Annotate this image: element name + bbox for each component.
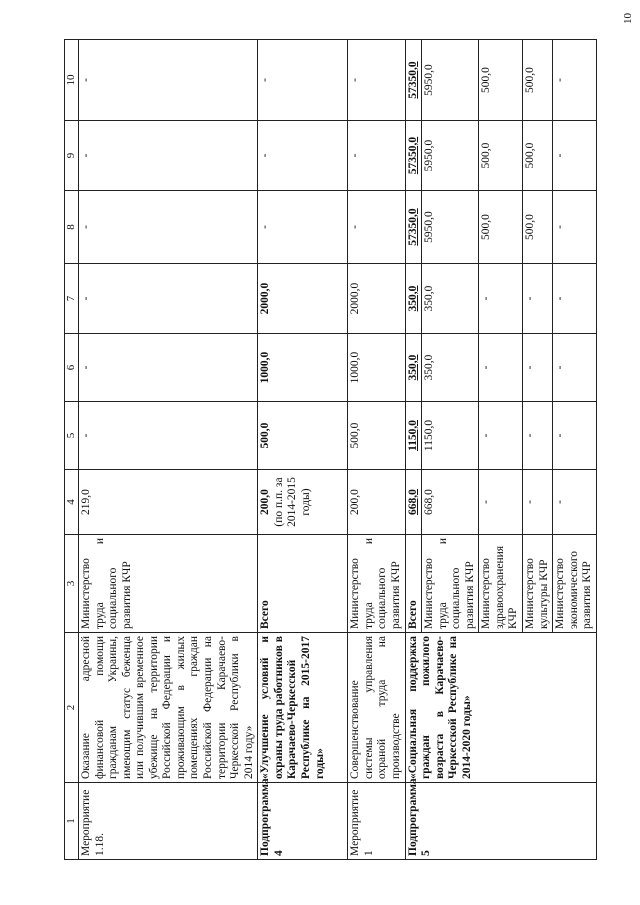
row-description: Совершенствование системы управления охраной труда на производстве — [348, 633, 405, 783]
value-cell: - — [479, 334, 523, 402]
value-cell: 1000,0 — [258, 334, 348, 402]
page-number: 10 — [622, 13, 634, 24]
value-cell: 500,0 — [523, 121, 553, 191]
value-cell: - — [553, 402, 597, 470]
value-cell: 500,0 — [523, 191, 553, 264]
value-cell: - — [258, 121, 348, 191]
value-cell: 1150,0 — [422, 402, 479, 470]
value-cell: - — [78, 334, 257, 402]
value-cell: - — [553, 40, 597, 121]
table-row — [258, 40, 348, 860]
value-cell: - — [523, 402, 553, 470]
table-row — [78, 40, 257, 860]
value-cell: - — [348, 40, 405, 121]
row-label: Подпрограмма 5 — [405, 783, 596, 860]
value-cell: 500,0 — [479, 40, 523, 121]
value-cell: - — [258, 191, 348, 264]
value-cell: - — [78, 121, 257, 191]
row-description: «Улучшение условий и охраны труда работников в Карачаево-Черкесской Республике на 2015-2017 годы» — [258, 633, 348, 783]
value-cell: 5950,0 — [422, 121, 479, 191]
row-description: «Социальная поддержка граждан пожилого возраста в Карачаево-Черкесской Республике на 2014-2020 годы» — [405, 633, 596, 783]
responsible-party: Министерство здравоохранения КЧР — [479, 535, 523, 633]
value-cell: 500,0 — [523, 40, 553, 121]
value-cell: 1000,0 — [348, 334, 405, 402]
value-cell: 57350,0 — [405, 40, 422, 121]
value-cell: - — [78, 191, 257, 264]
value-cell: - — [553, 264, 597, 334]
value-cell: - — [523, 470, 553, 535]
value-cell: 2000,0 — [258, 264, 348, 334]
value-cell: - — [78, 264, 257, 334]
responsible-party: Министерство труда и социального развития КЧР — [348, 535, 405, 633]
value-cell: - — [553, 191, 597, 264]
value-cell: 57350,0 — [405, 121, 422, 191]
col-number: 5 — [65, 402, 79, 470]
value-cell: 500,0 — [479, 121, 523, 191]
col-number: 4 — [65, 470, 79, 535]
value-cell: 500,0 — [479, 191, 523, 264]
value-cell: - — [479, 402, 523, 470]
value-cell: - — [78, 402, 257, 470]
value-cell: - — [479, 264, 523, 334]
value-cell: - — [553, 121, 597, 191]
value-cell: 668,0 — [405, 470, 422, 535]
col-number: 10 — [65, 40, 79, 121]
responsible-party: Всего — [258, 535, 348, 633]
value-cell: - — [523, 334, 553, 402]
table-row — [405, 40, 422, 860]
value-cell: 219,0 — [78, 470, 257, 535]
column-number-row — [65, 40, 79, 860]
value-cell: - — [553, 334, 597, 402]
value-cell: - — [348, 121, 405, 191]
value-cell: - — [479, 470, 523, 535]
value-note: (по п.п. за 2014-2015 годы) — [272, 477, 312, 527]
value-cell: 500,0 — [258, 402, 348, 470]
value-cell: 57350,0 — [405, 191, 422, 264]
program-funding-table — [64, 39, 597, 860]
col-number: 1 — [65, 783, 79, 860]
value-cell: - — [258, 40, 348, 121]
value-cell: 5950,0 — [422, 191, 479, 264]
table-row — [348, 40, 405, 860]
row-label: Подпрограмма 4 — [258, 783, 348, 860]
rotated-table-sheet — [64, 40, 629, 860]
row-description: Оказание адресной финансовой помощи гражданам Украины, имеющим статус беженца или получившим временное убежище на территории Российской Федерации и проживающим в жилых помещениях граждан Российской Федерации на территории Карачаево-Черкесской Республики в 2014 году» — [78, 633, 257, 783]
value-cell: 200,0 — [348, 470, 405, 535]
value-cell: 2000,0 — [348, 264, 405, 334]
col-number: 9 — [65, 121, 79, 191]
responsible-party: Министерство труда и социального развития КЧР — [422, 535, 479, 633]
value-cell: 350,0 — [405, 264, 422, 334]
value-cell: - — [78, 40, 257, 121]
value-cell: 350,0 — [422, 264, 479, 334]
col-number: 2 — [65, 633, 79, 783]
row-label: Мероприятие 1 — [348, 783, 405, 860]
col-number: 7 — [65, 264, 79, 334]
value-cell: 350,0 — [422, 334, 479, 402]
responsible-party: Министерство труда и социального развития КЧР — [78, 535, 257, 633]
value-cell: 350,0 — [405, 334, 422, 402]
value-total: 200,0 — [259, 489, 272, 515]
value-cell: - — [553, 470, 597, 535]
value-cell: 1150,0 — [405, 402, 422, 470]
value-cell: - — [348, 191, 405, 264]
responsible-party: Всего — [405, 535, 422, 633]
col-number: 8 — [65, 191, 79, 264]
value-cell: 668,0 — [422, 470, 479, 535]
responsible-party: Министерство экономического развития КЧР — [553, 535, 597, 633]
col-number: 6 — [65, 334, 79, 402]
responsible-party: Министерство культуры КЧР — [523, 535, 553, 633]
col-number: 3 — [65, 535, 79, 633]
row-label: Мероприятие 1.18. — [78, 783, 257, 860]
value-cell — [258, 470, 348, 535]
value-cell: 5950,0 — [422, 40, 479, 121]
value-cell: - — [523, 264, 553, 334]
value-cell: 500,0 — [348, 402, 405, 470]
